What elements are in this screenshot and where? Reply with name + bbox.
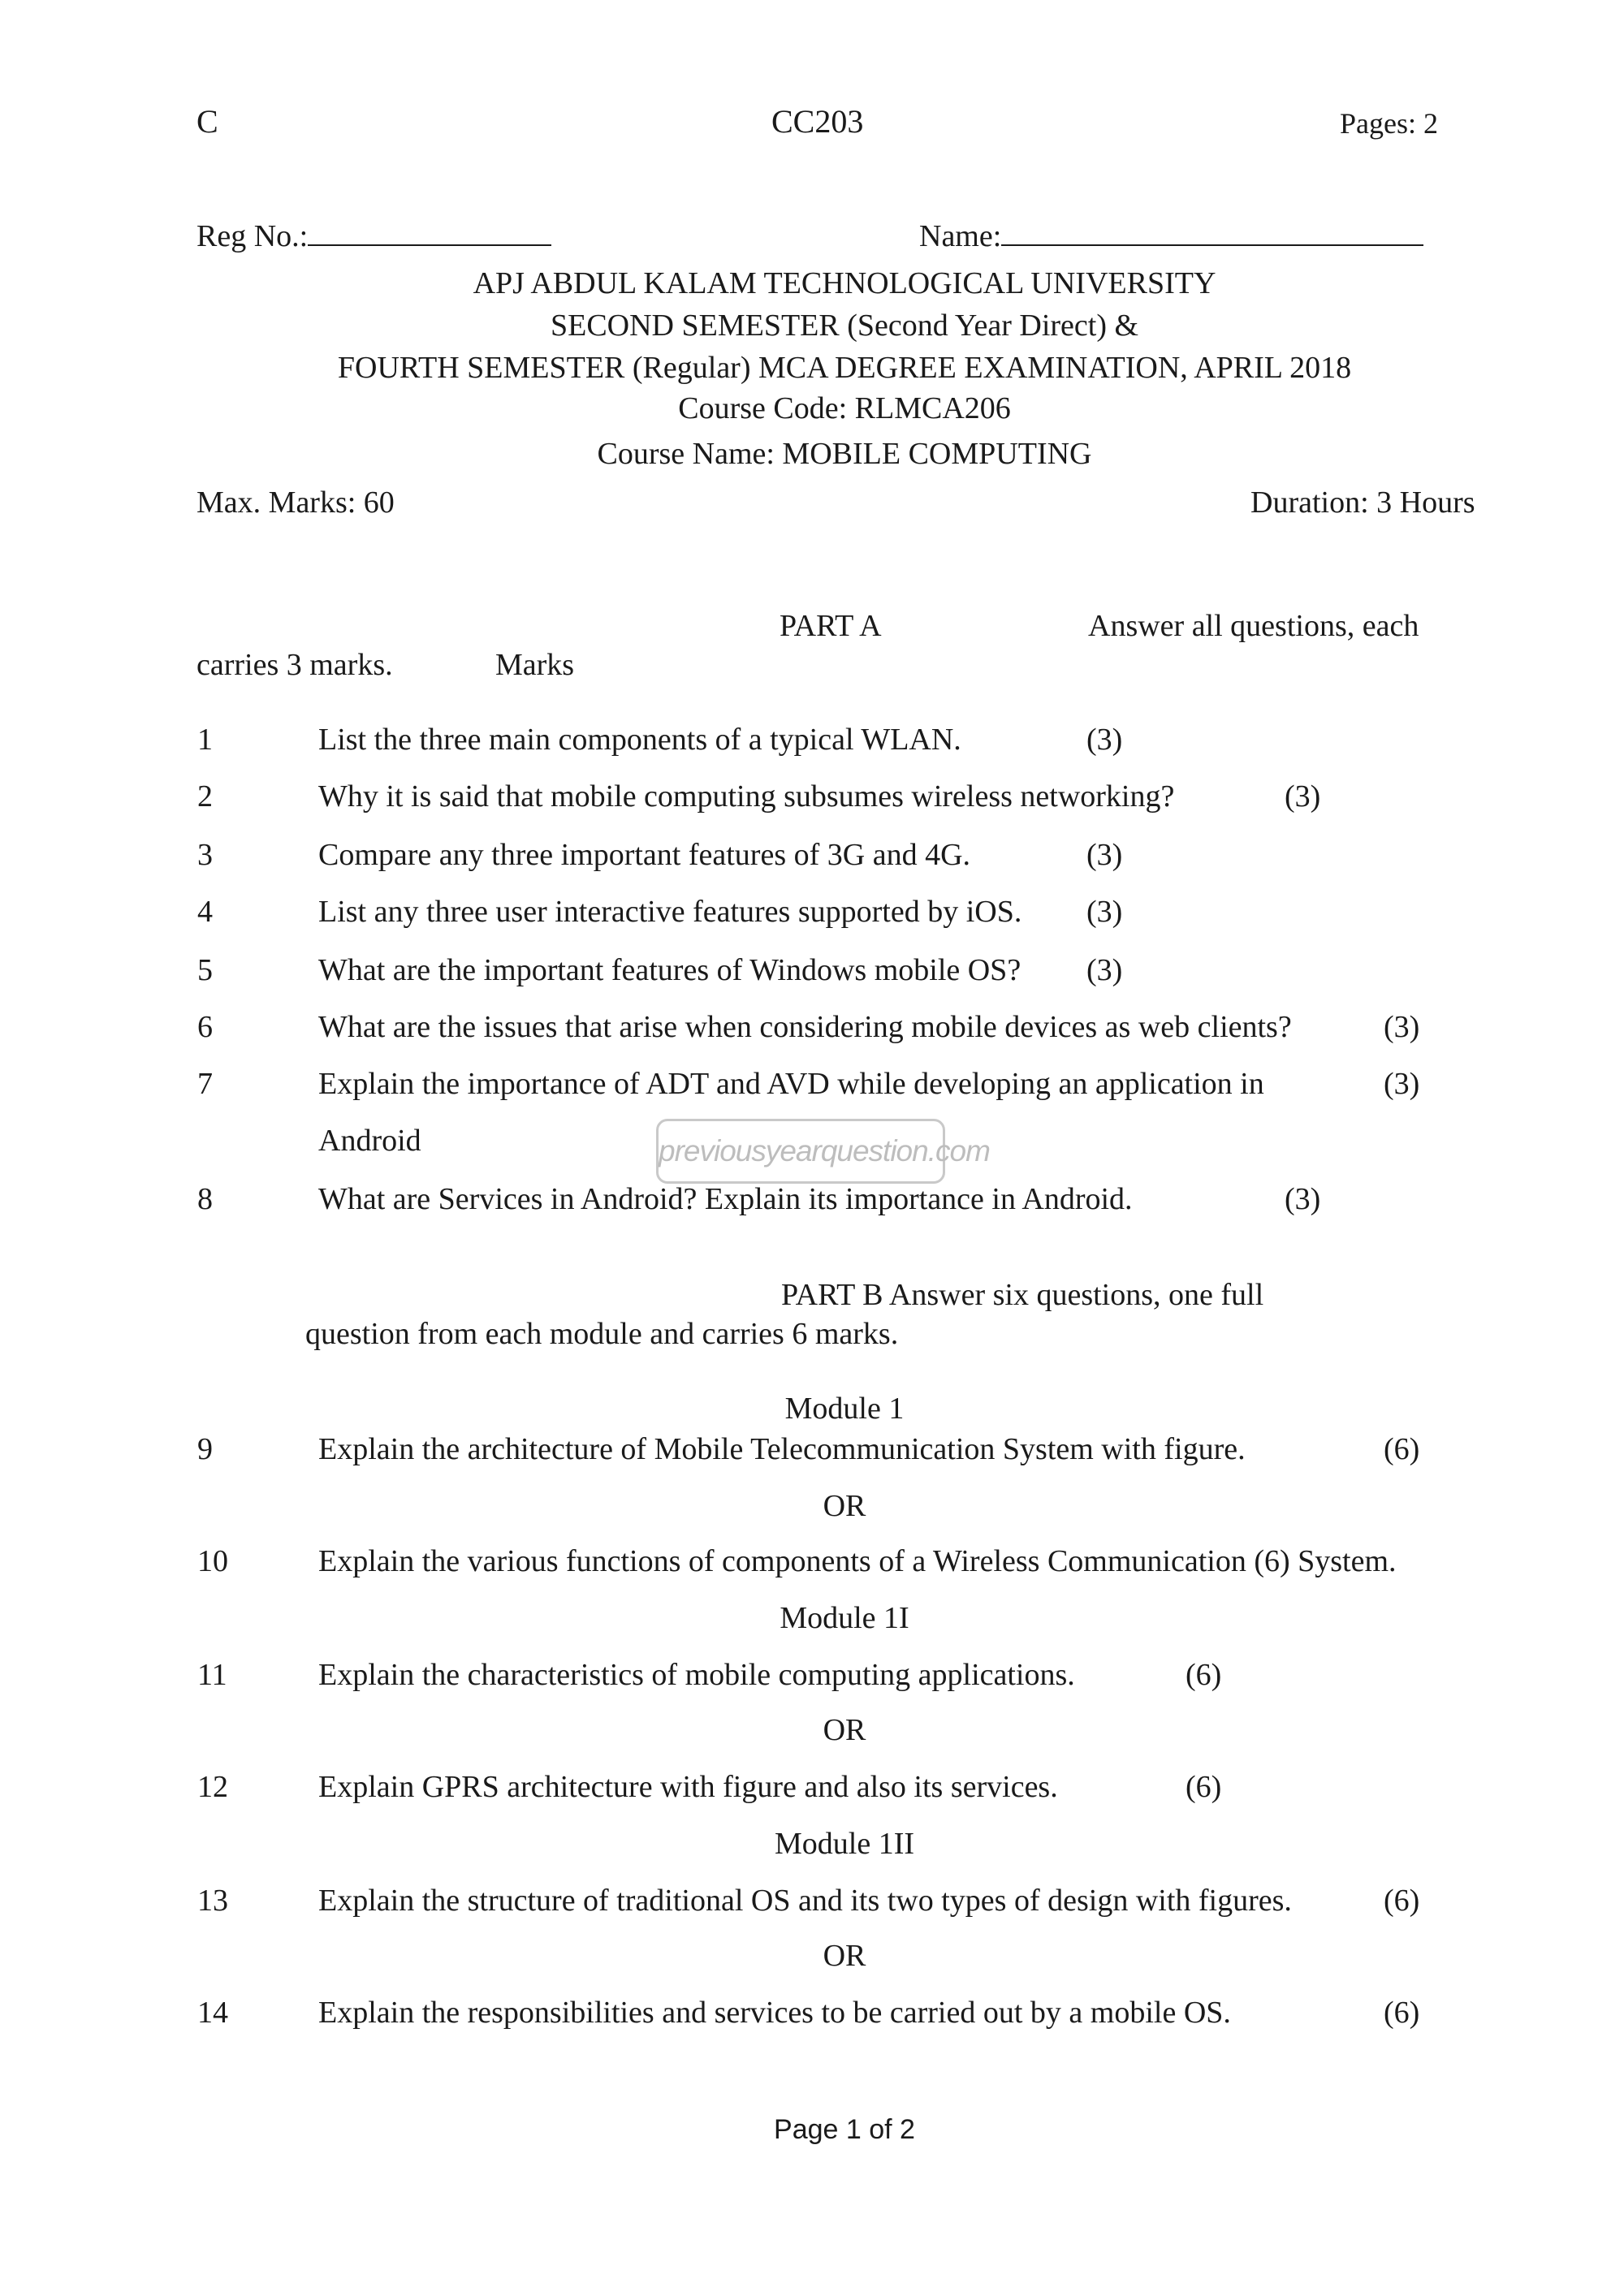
question-text: Explain the structure of traditional OS and its two types of design with figures. — [318, 1884, 1292, 1918]
question-text: List any three user interactive features supported by iOS. — [318, 895, 1022, 929]
question-text: Compare any three important features of 3G and 4G. — [318, 838, 971, 872]
or-separator: OR — [823, 1713, 866, 1747]
question-number: 10 — [197, 1544, 228, 1578]
question-number: 12 — [197, 1770, 228, 1804]
name-field — [919, 218, 1423, 255]
question-text: Why it is said that mobile computing subsumes wireless networking? — [318, 779, 1175, 814]
question-text: List the three main components of a typical WLAN. — [318, 723, 961, 757]
watermark-stamp: previousyearquestion.com — [656, 1119, 945, 1184]
question-text: Explain the responsibilities and services to be carried out by a mobile OS. — [318, 1996, 1231, 2030]
question-marks: (6) — [1186, 1658, 1222, 1692]
page-footer: Page 1 of 2 — [774, 2114, 915, 2145]
question-marks: (6) — [1384, 1432, 1420, 1466]
module-title: Module 1 — [784, 1392, 905, 1426]
question-number: 3 — [197, 838, 213, 872]
question-number: 13 — [197, 1884, 228, 1918]
course-code: Course Code: RLMCA206 — [678, 391, 1011, 425]
question-marks: (3) — [1384, 1010, 1420, 1044]
duration: Duration: 3 Hours — [1250, 486, 1475, 520]
question-number: 7 — [197, 1067, 213, 1101]
course-name: Course Name: MOBILE COMPUTING — [597, 437, 1092, 471]
part-a-title: PART A — [780, 609, 882, 643]
question-marks: (6) — [1186, 1770, 1222, 1804]
max-marks: Max. Marks: 60 — [197, 486, 395, 520]
question-number: 6 — [197, 1010, 213, 1044]
or-separator: OR — [823, 1489, 866, 1523]
question-text: Explain the various functions of components of a Wireless Communication (6) System. — [318, 1544, 1397, 1578]
question-text-continued: Android — [318, 1124, 421, 1158]
question-marks: (3) — [1285, 1182, 1321, 1216]
part-a-instruction: Answer all questions, each — [1088, 609, 1419, 643]
module-title: Module 1I — [780, 1601, 909, 1635]
question-text: What are the issues that arise when considering mobile devices as web clients? — [318, 1010, 1292, 1044]
semester-line-1: SECOND SEMESTER (Second Year Direct) & — [550, 309, 1139, 343]
series-letter: C — [197, 103, 218, 140]
question-marks: (6) — [1384, 1996, 1420, 2030]
question-number: 14 — [197, 1996, 228, 2030]
question-marks: (3) — [1086, 953, 1123, 987]
question-marks: (3) — [1285, 779, 1321, 814]
question-number: 5 — [197, 953, 213, 987]
question-marks: (3) — [1086, 895, 1123, 929]
paper-code: CC203 — [771, 103, 864, 140]
university-name: APJ ABDUL KALAM TECHNOLOGICAL UNIVERSITY — [473, 266, 1216, 300]
question-number: 9 — [197, 1432, 213, 1466]
semester-line-2: FOURTH SEMESTER (Regular) MCA DEGREE EXAMINATION, APRIL 2018 — [337, 351, 1352, 385]
question-number: 8 — [197, 1182, 213, 1216]
name-label: Name: — [919, 219, 1002, 253]
question-text: Explain the characteristics of mobile computing applications. — [318, 1658, 1075, 1692]
name-blank — [1001, 220, 1423, 246]
module-title: Module 1II — [774, 1827, 915, 1861]
question-marks: (3) — [1086, 838, 1123, 872]
question-text: Explain the architecture of Mobile Telecommunication System with figure. — [318, 1432, 1246, 1466]
question-number: 2 — [197, 779, 213, 814]
or-separator: OR — [823, 1939, 866, 1973]
question-number: 11 — [197, 1658, 227, 1692]
marks-column-label: Marks — [495, 648, 575, 682]
question-text: Explain the importance of ADT and AVD while developing an application in — [318, 1067, 1264, 1101]
part-b-instruction: question from each module and carries 6 marks. — [305, 1317, 899, 1351]
question-text: What are Services in Android? Explain its importance in Android. — [318, 1182, 1133, 1216]
question-text: What are the important features of Windows mobile OS? — [318, 953, 1021, 987]
page-count: Pages: 2 — [1340, 107, 1438, 140]
reg-no-field — [197, 218, 551, 255]
question-marks: (3) — [1384, 1067, 1420, 1101]
reg-no-label: Reg No.: — [197, 219, 309, 253]
question-marks: (6) — [1384, 1884, 1420, 1918]
reg-no-blank — [308, 220, 551, 246]
part-a-instruction-cont: carries 3 marks. — [197, 648, 393, 682]
question-text: Explain GPRS architecture with figure and also its services. — [318, 1770, 1058, 1804]
question-number: 1 — [197, 723, 213, 757]
question-number: 4 — [197, 895, 213, 929]
question-marks: (3) — [1086, 723, 1123, 757]
part-b-title: PART B Answer six questions, one full — [781, 1278, 1264, 1312]
